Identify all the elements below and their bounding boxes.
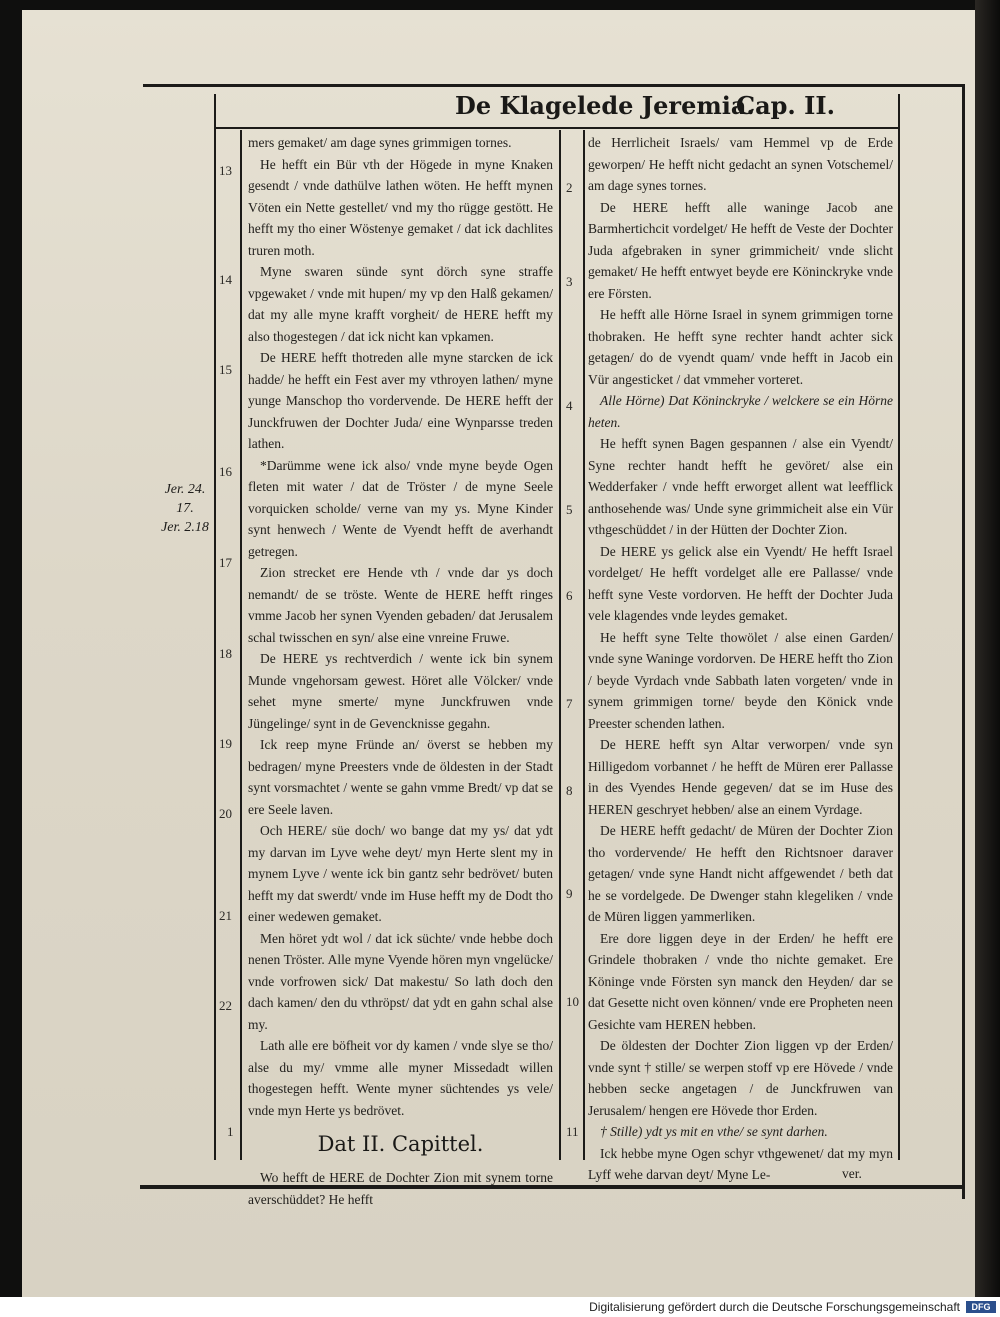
- funding-notice: Digitalisierung gefördert durch die Deutsche Forschungsgemeinschaft: [589, 1300, 960, 1314]
- paragraph: mers gemaket/ am dage synes grimmigen tornes.: [248, 135, 512, 150]
- paragraph: De HERE hefft thotreden alle myne starcken de ick hadde/ he hefft ein Fest aver my vthroyen lathen/ myne yunge Manschop tho vordervende. De HERE hefft der Junckfruwen der Dochter Juda/ eine Wynparsse treden lathen.: [248, 350, 553, 451]
- column-divider-right: [583, 130, 585, 1160]
- verse-number: 1: [227, 1124, 234, 1139]
- margin-references: [146, 480, 224, 537]
- paragraph: Wo hefft de HERE de Dochter Zion mit synem torne averschüddet? He hefft: [248, 1170, 553, 1207]
- verse-number: 3: [566, 274, 573, 289]
- verse-number: 15: [219, 362, 232, 377]
- verse-number: 16: [219, 464, 232, 479]
- paragraph: Ick hebbe myne Ogen schyr vthgewenet/ dat my myn Lyff wehe darvan deyt/ Myne Le-: [588, 1145, 893, 1182]
- verse-number: 19: [219, 736, 232, 751]
- margin-ref: Jer. 2.18: [161, 520, 209, 535]
- paragraph: Myne swaren sünde synt dörch syne straffe vpgewaket / vnde mit hupen/ my vp den Halß gekamen/ dat my alle myne krafft vorgheit/ de HERE hefft my also thogestegen / dat ick nicht kan vpkamen.: [248, 264, 553, 344]
- catchword: ver.: [842, 1166, 862, 1181]
- paragraph: Ere dore liggen deye in der Erden/ he hefft ere Grindele thobraken / vnde tho nichte gemaket. Ere Köninge vnde Försten syn manck den Heyden/ dar se dat Gesette nicht oven können/ vnde ere Propheten neen Gesichte vam HEREN hebben.: [588, 930, 893, 1032]
- verse-number: 17: [219, 555, 232, 570]
- verse-number: 7: [566, 696, 573, 711]
- paragraph: De HERE hefft gedacht/ de Müren der Dochter Zion tho vordervende/ He hefft den Richtsnoer daraver getagen/ vnde syne Handt nicht affgewendet / beth dat he se vordelgede. De Dwenger stahn klegeliken / vnde de Müren liggen yammerliken.: [588, 823, 893, 924]
- verse-number: 21: [219, 908, 232, 923]
- verse-number: 9: [566, 886, 573, 901]
- paragraph: Ick reep myne Fründe an/ överst se hebben my bedragen/ myne Preesters vnde de öldesten in der Stadt synt vorsmachtet / wente se gahn vmme Bredt/ vp dat se ere Seele laven.: [248, 737, 553, 817]
- verse-number: 13: [219, 163, 232, 178]
- verse-number: 18: [219, 646, 232, 661]
- verse-number: 14: [219, 272, 232, 287]
- paragraph: Lath alle ere böfheit vor dy kamen / vnde slye se tho/ alse du my/ vmme alle myner Missedadt willen thogestegen hefft. Wente myner süchtendes ys vele/ vnde myn Herte ys bedrövet.: [248, 1038, 553, 1118]
- verse-number: 11: [566, 1124, 579, 1139]
- paragraph: *Darümme wene ick also/ vnde myne beyde Ogen fleten mit water / dat de Tröster / de myne Seele vorquicken scholde/ verne van my ys. Myne Kinder synt henwech / Wente de Vyendt hefft de averhandt getregen.: [248, 457, 553, 559]
- chapter-label: Cap. II.: [736, 91, 835, 120]
- paragraph: He hefft synen Bagen gespannen / alse ein Vyendt/ Syne rechter handt hefft he gevöret/ alse ein Wedderfaker / vnde hefft erworget allent wat leefflick anthosehende was/ Unde syne grimmicheit alse ein Vür vthgeschüddet / in der Hütten der Dochter Zion.: [588, 436, 893, 537]
- left-column: [248, 132, 553, 1210]
- verse-number: 20: [219, 806, 232, 821]
- paragraph: De HERE ys rechtverdich / wente ick bin synem Munde vngehorsam gewest. Höret alle Völcker/ vnde sehet myne smerte/ myne Junckfruwen vnde Jüngelinge/ synt in de Gevencknisse gegahn.: [248, 651, 553, 731]
- running-title: De Klagelede Jeremia.: [455, 91, 755, 120]
- frame-right-inner: [898, 94, 900, 1160]
- margin-ref: 17.: [176, 501, 194, 516]
- verse-number: 6: [566, 588, 573, 603]
- paragraph: Zion strecket ere Hende vth / vnde dar ys doch nemandt/ de se tröste. Wente de HERE hefft ringes vmme Jacob her synen Vyenden gebaden/ dat Jerusalem schal twisschen en syn/ alse eine vnreine Fruwe.: [248, 565, 553, 645]
- marginal-note: † Stille) ydt ys mit en vthe/ se synt darhen.: [600, 1124, 828, 1139]
- dfg-logo: DFG: [966, 1301, 996, 1313]
- paragraph: De HERE hefft syn Altar verworpen/ vnde syn Hilligedom vorbannet / he hefft de Müren erer Pallasse in des Vyendes Hende gegeven/ dat se im Huse des HEREN geschryet hebben/ alse an einem Vyrdage.: [588, 737, 893, 817]
- paragraph: Och HERE/ süe doch/ wo bange dat my ys/ dat ydt my darvan im Lyve wehe deyt/ myn Herte slent my in mynem Lyve / wente ick bin gantz sehr bedrövet/ buten hefft my dat swerdt/ vnde im Huse hefft my de Dodt tho einer wedewen gemaket.: [248, 823, 553, 924]
- paragraph: De HERE ys gelick alse ein Vyendt/ He hefft Israel vordelget/ He hefft vordelget alle ere Pallasse/ vnde hefft syne Veste vordorven. He hefft der Dochter Juda vele klagendes vnde leydes gemaket.: [588, 543, 893, 623]
- footer-bar: [0, 1297, 1000, 1317]
- verse-number: 10: [566, 994, 579, 1009]
- paragraph: De HERE hefft alle waninge Jacob ane Barmhertichcit vordelget/ He hefft de Veste der Dochter Juda afgebraken in syner grimmicheit/ vnde slicht gemaket/ He hefft entwyet beyde ere Köninckryke vnde ere Försten.: [588, 199, 893, 301]
- verse-column-left-rule: [240, 130, 242, 1160]
- paragraph: He hefft alle Hörne Israel in synem grimmigen torne thobraken. He hefft syne rechter handt achter sick getagen/ do de vyendt quam/ vnde hefft in Jacob ein Vür angesticket / dat vmmeher vorteret.: [588, 307, 893, 387]
- verse-number: 8: [566, 783, 573, 798]
- paragraph: He hefft ein Bür vth der Högede in myne Knaken gesendt / vnde dathülve lathen wöten. He hefft mynen Vöten ein Nette gestellet/ vnd my tho rügge gestött. He hefft my tho einer Wöstenye gemaket / dat ick dachlites truren moth.: [248, 156, 553, 258]
- frame-left: [214, 94, 216, 1160]
- marginal-note: Alle Hörne) Dat Köninckryke / welckere se ein Hörne heten.: [588, 393, 893, 430]
- verse-number: 2: [566, 180, 573, 195]
- verse-number: 4: [566, 398, 573, 413]
- verse-number: 22: [219, 998, 232, 1013]
- column-divider-left: [559, 130, 561, 1160]
- chapter-heading: Dat II. Capittel.: [317, 1132, 484, 1156]
- margin-ref: Jer. 24.: [164, 482, 206, 497]
- paragraph: Men höret ydt wol / dat ick süchte/ vnde hebbe doch nenen Tröster. Alle myne Vyende hören myn vngelücke/ vnde vorfrowen sick/ Dat makestu/ So lath doch den dach kamen/ den du vthröpst/ dat ydt en gahn schal alse my.: [248, 930, 553, 1032]
- book-spine: [975, 0, 1000, 1297]
- frame-right: [962, 84, 965, 1199]
- paragraph: de Herrlicheit Israels/ vam Hemmel vp de Erde geworpen/ He hefft nicht gedacht an synen Votschemel/ am dage synes tornes.: [588, 135, 893, 193]
- verse-number: 5: [566, 502, 573, 517]
- right-column: [588, 132, 893, 1186]
- paragraph: De öldesten der Dochter Zion liggen vp der Erden/ vnde synt † stille/ se werpen stoff vp ere Hövede / vnde hebben secke angetagen / de Junckfruwen van Jerusalem/ hengen ere Hövede thor Erden.: [588, 1038, 893, 1118]
- paragraph: He hefft syne Telte thowölet / alse einen Garden/ vnde syne Waninge vordorven. De HERE hefft tho Zion / beyde Vyrdach vnde Sabbath laten vorgeten/ vnde in synem grimmigen torne/ beyde den Könick vnde Preester schenden lathen.: [588, 629, 893, 731]
